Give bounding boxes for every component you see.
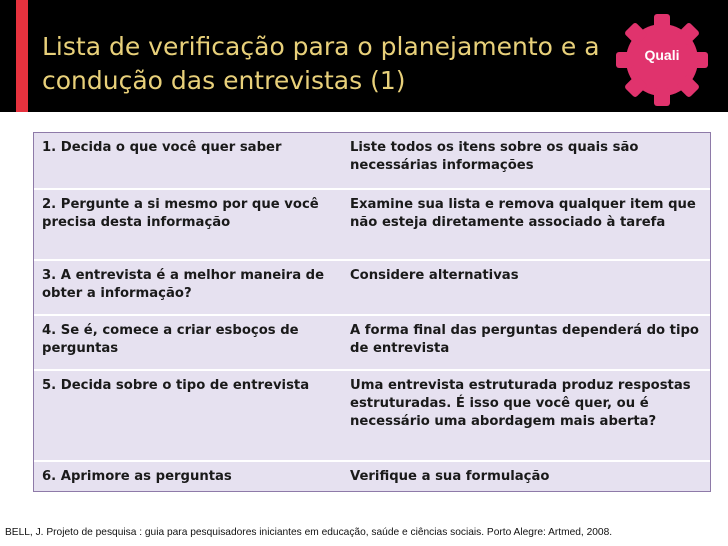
- guidance-cell: Examine sua lista e remova qualquer item que não esteja diretamente associado à tarefa: [342, 189, 710, 259]
- table-row: [34, 260, 710, 315]
- checklist-table: [33, 132, 711, 492]
- step-cell: 6. Aprimore as perguntas: [42, 468, 232, 484]
- table-row: [34, 315, 710, 370]
- citation: BELL, J. Projeto de pesquisa : guia para pesquisadores iniciantes em educação, saúde e ciências sociais. Porto Alegre: Artmed, 2008.: [5, 527, 613, 538]
- guidance-cell: Considere alternativas: [342, 260, 710, 315]
- guidance-cell: Verifique a sua formulação: [350, 468, 550, 484]
- step-cell: 4. Se é, comece a criar esboços de perguntas: [34, 315, 342, 370]
- table-row: [34, 189, 710, 259]
- step-cell: 3. A entrevista é a melhor maneira de obter a informação?: [34, 260, 342, 315]
- table-row: [34, 370, 710, 461]
- step-cell: 2. Pergunte a si mesmo por que você precisa desta informação: [34, 189, 342, 259]
- guidance-cell: Liste todos os itens sobre os quais são necessárias informações: [342, 133, 710, 189]
- step-cell: 5. Decida sobre o tipo de entrevista: [34, 370, 342, 461]
- table-row: [34, 461, 710, 491]
- table-row: [34, 133, 710, 189]
- slide-title: Lista de verificação para o planejamento e a condução das entrevistas (1): [42, 32, 600, 95]
- accent-bar: [16, 0, 28, 112]
- badge-label: Quali: [644, 47, 680, 63]
- step-cell: 1. Decida o que você quer saber: [34, 133, 342, 189]
- guidance-cell: Uma entrevista estruturada produz respostas estruturadas. É isso que você quer, ou é necessário uma abordagem mais aberta?: [342, 370, 710, 461]
- guidance-cell: A forma final das perguntas dependerá do tipo de entrevista: [342, 315, 710, 370]
